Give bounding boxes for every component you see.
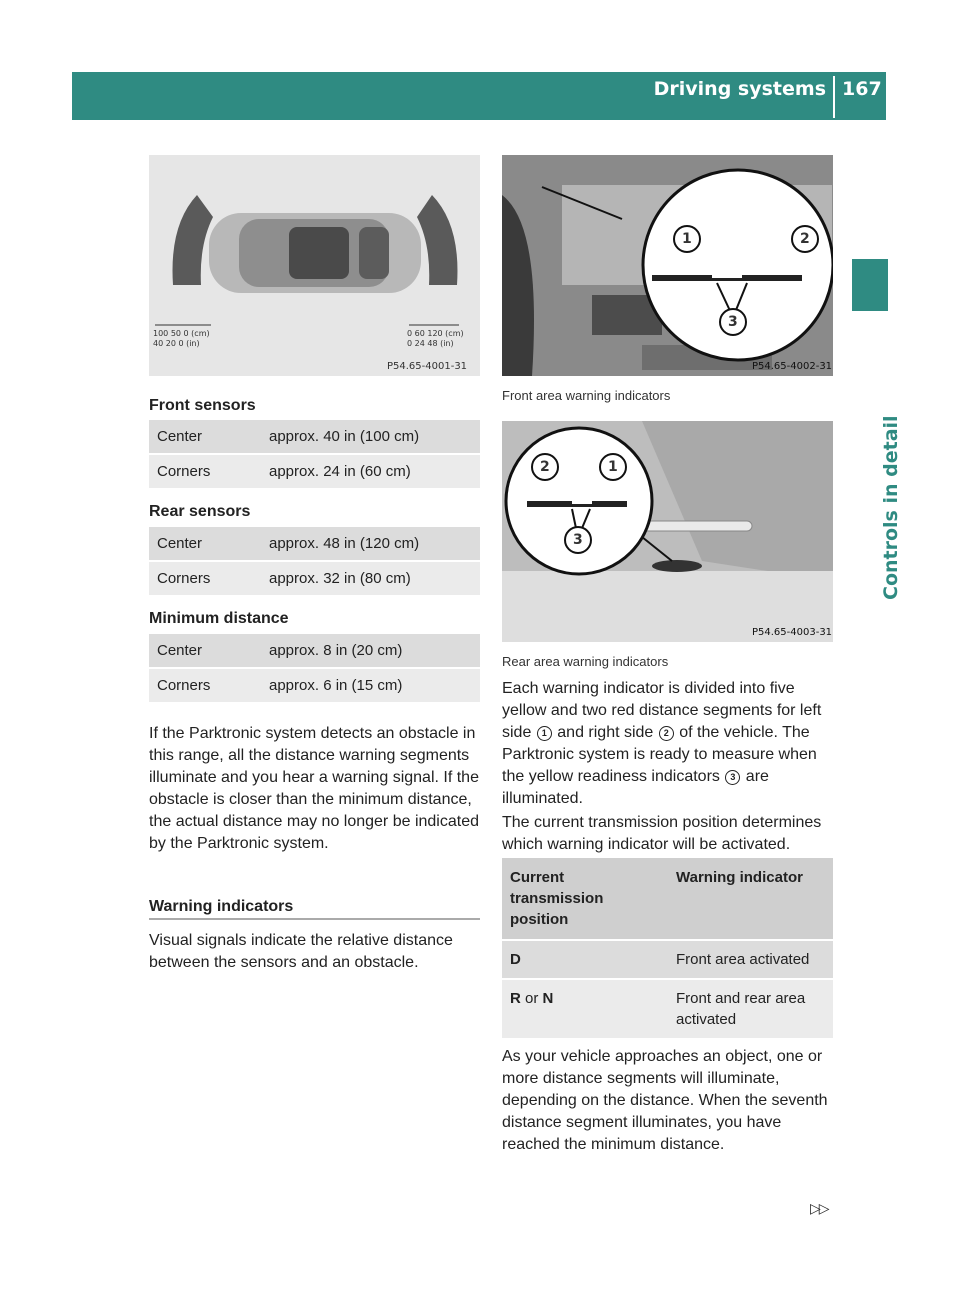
rear-marker-1: 1 [608,459,618,475]
rear-indicators-caption: Rear area warning indicators [502,654,669,669]
table-cell-label: Center [149,527,261,561]
table-row [149,668,480,702]
front-indicators-caption: Front area warning indicators [502,388,671,403]
front-indicators-image [502,155,833,376]
table-row [502,940,833,979]
table-row [149,634,480,668]
table-cell-label: Corners [149,668,261,702]
side-tab-label: Controls in detail [880,415,902,600]
table-cell-indicator: Front area activated [668,940,833,979]
rear-sensors-table [149,527,480,595]
warning-indicators-heading: Warning indicators [149,898,480,920]
table-cell-value: approx. 32 in (80 cm) [261,561,480,595]
table-row [502,979,833,1038]
front-marker-1: 1 [682,231,692,247]
page-number: 167 [842,78,882,100]
front-sensors-table [149,420,480,488]
car-image-ref: P54.65-4001-31 [387,361,468,372]
table-cell-value: approx. 8 in (20 cm) [261,634,480,668]
rear-indicators-image [502,421,833,642]
table-header-position: Current transmission position [502,858,668,940]
obstacle-paragraph: If the Parktronic system detects an obstacle in this range, all the distance warning segments illuminate and you hear a warning signal. If the obstacle is closer than the minimum distance, the actual distance may no longer be indicated by the Parktronic system. [149,725,479,852]
front-image-ref: P54.65-4002-31 [752,361,833,372]
table-row [149,561,480,595]
table-cell-indicator: Front and rear area activated [668,979,833,1038]
front-marker-2: 2 [800,231,810,247]
table-cell-label: Center [149,634,261,668]
table-header-row [502,858,833,940]
table-cell-value: approx. 6 in (15 cm) [261,668,480,702]
table-cell-label: Corners [149,561,261,595]
header-divider [833,76,835,118]
table-cell-value: approx. 40 in (100 cm) [261,420,480,454]
segments-paragraph: Each warning indicator is divided into five yellow and two red distance segments for left side 1 and right side 2 of the vehicle. The Parktronic system is ready to measure when the yellow readiness indicators 3 are illuminated. [502,680,822,807]
approach-paragraph: As your vehicle approaches an object, one or more distance segments will illuminate, depending on the distance. When the seventh distance segment illuminates, you have reached the minimum distance. [502,1048,828,1153]
table-cell-value: approx. 24 in (60 cm) [261,454,480,488]
table-cell-position: R or N [502,979,668,1038]
marker-1-icon: 1 [537,726,552,741]
table-cell-value: approx. 48 in (120 cm) [261,527,480,561]
front-sensors-heading: Front sensors [149,397,256,414]
marker-2-icon: 2 [659,726,674,741]
table-cell-label: Center [149,420,261,454]
rear-sensors-heading: Rear sensors [149,503,251,520]
rear-image-ref: P54.65-4003-31 [752,627,833,638]
table-row [149,527,480,561]
chapter-title: Driving systems [653,78,826,100]
rear-interior-illustration [502,421,833,642]
rear-marker-2: 2 [540,459,550,475]
car-scale-rear-cm: 0 60 120 (cm) [407,329,464,338]
visual-signals-paragraph: Visual signals indicate the relative distance between the sensors and an obstacle. [149,932,453,971]
minimum-distance-table [149,634,480,702]
table-header-indicator: Warning indicator [668,858,833,940]
table-cell-label: Corners [149,454,261,488]
front-marker-3: 3 [728,314,738,330]
car-top-view-image [149,155,480,376]
table-row [149,454,480,488]
minimum-distance-heading: Minimum distance [149,610,289,627]
marker-3-icon: 3 [725,770,740,785]
continue-arrow-icon: ▷▷ [810,1200,828,1216]
table-cell-position: D [502,940,668,979]
car-scale-front-in: 40 20 0 (in) [153,339,200,348]
table-row [149,420,480,454]
rear-marker-3: 3 [573,532,583,548]
car-scale-front-cm: 100 50 0 (cm) [153,329,210,338]
transmission-table [502,858,833,1038]
car-scale-rear-in: 0 24 48 (in) [407,339,454,348]
transmission-paragraph: The current transmission position determines which warning indicator will be activated. [502,814,822,853]
dashboard-illustration [502,155,833,376]
